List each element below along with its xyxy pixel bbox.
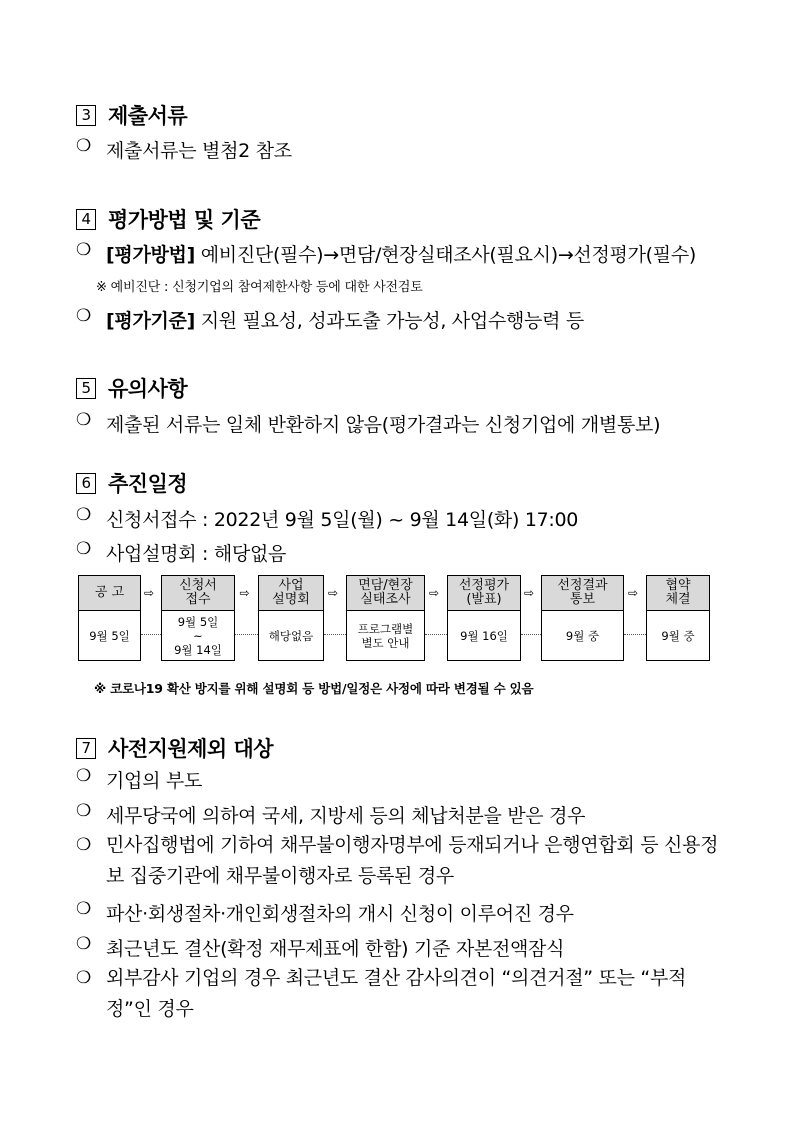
bullet-circle-icon: ❍: [76, 410, 91, 430]
arrow-right-icon: ⇨: [239, 586, 250, 600]
timeline-step-title: 사업 설명회: [259, 576, 323, 611]
timeline-connector: [425, 634, 447, 635]
timeline-step-title: 공 고: [79, 576, 140, 611]
arrow-right-icon: ⇨: [328, 586, 339, 600]
item-text: 신청서접수 : 2022년 9월 5일(월) ~ 9월 14일(화) 17:00: [106, 509, 579, 531]
criteria-label: [평가기준]: [106, 310, 195, 332]
section-number: 7: [76, 738, 96, 759]
section-title: 사전지원제외 대상: [108, 737, 274, 761]
timeline-step: [258, 575, 324, 661]
bullet-circle-icon: ❍: [76, 505, 91, 525]
timeline-step-date: 9월 중: [565, 629, 600, 643]
arrow-right-icon: ⇨: [429, 586, 440, 600]
criteria-text: 지원 필요성, 성과도출 가능성, 사업수행능력 등: [194, 310, 584, 332]
timeline-step-date: 해당없음: [268, 629, 314, 643]
timeline-step-date: 9월 중: [661, 629, 695, 643]
list-item: [76, 410, 660, 437]
list-item: [76, 240, 696, 267]
timeline-step-title: 선정결과 통보: [542, 576, 623, 611]
item-text: 민사집행법에 기하여 채무불이행자명부에 등재되거나 은행연합회 등 신용정보 집중기관에 채무불이행자로 등록된 경우: [106, 834, 719, 887]
bullet-circle-icon: ❍: [76, 306, 91, 326]
item-text: 세무당국에 의하여 국세, 지방세 등의 체납처분을 받은 경우: [106, 805, 586, 827]
timeline-step: [161, 575, 235, 661]
item-text: 사업설명회 : 해당없음: [106, 543, 287, 565]
item-text: 파산·회생절차·개인회생절차의 개시 신청이 이루어진 경우: [106, 903, 574, 925]
list-item: [76, 801, 585, 828]
timeline-connector: [235, 634, 258, 635]
item-text: 외부감사 기업의 경우 최근년도 결산 감사의견이 “의견거절” 또는 “부적정”인 경우: [106, 967, 687, 1020]
bullet-circle-icon: ❍: [76, 934, 91, 954]
list-item: [76, 934, 564, 961]
method-text: 예비진단(필수)→면담/현장실태조사(필요시)→선정평가(필수): [194, 244, 696, 266]
timeline-step: [346, 575, 425, 661]
section-5-heading: [76, 373, 187, 403]
item-text: 제출된 서류는 일체 반환하지 않음(평가결과는 신청기업에 개별통보): [106, 414, 661, 436]
timeline-connector: [521, 634, 541, 635]
bullet-circle-icon: ❍: [76, 801, 91, 821]
timeline-step-title: 면담/현장 실태조사: [347, 576, 424, 611]
section-number: 5: [76, 378, 96, 399]
bullet-circle-icon: ❍: [76, 136, 91, 156]
bullet-circle-icon: ❍: [76, 899, 91, 919]
timeline-step-date: 프로그램별 별도 안내: [357, 622, 414, 650]
timeline-connector: [624, 634, 646, 635]
bullet-circle-icon: ❍: [76, 539, 91, 559]
timeline-step: [447, 575, 521, 661]
section-4-heading: [76, 204, 260, 234]
section-number: 6: [76, 473, 96, 494]
method-note: ※ 예비진단 : 신청기업의 참여제한사항 등에 대한 사전검토: [96, 280, 423, 295]
schedule-timeline: [78, 575, 710, 661]
bullet-circle-icon: ❍: [76, 835, 91, 855]
list-item: [76, 306, 584, 333]
timeline-step: [646, 575, 710, 661]
arrow-right-icon: ⇨: [628, 586, 639, 600]
bullet-circle-icon: ❍: [76, 766, 91, 786]
timeline-note: ※ 코로나19 확산 방지를 위해 설명회 등 방법/일정은 사정에 따라 변경될 수 있음: [94, 681, 534, 696]
timeline-step-title: 선정평가 (발표): [448, 576, 520, 611]
timeline-step-date: 9월 5일 ~ 9월 14일: [174, 615, 222, 657]
section-7-heading: [76, 733, 273, 763]
item-text: 기업의 부도: [106, 770, 203, 792]
list-item: [76, 899, 574, 926]
section-number: 4: [76, 209, 96, 230]
item-text: 최근년도 결산(확정 재무제표에 한함) 기준 자본전액잠식: [106, 938, 565, 960]
list-item: [76, 505, 578, 532]
timeline-step-date: 9월 16일: [460, 629, 508, 643]
section-title: 평가방법 및 기준: [108, 208, 261, 232]
list-item: [76, 539, 286, 566]
method-label: [평가방법]: [106, 244, 195, 266]
arrow-right-icon: ⇨: [524, 586, 535, 600]
section-title: 추진일정: [108, 472, 188, 496]
timeline-step: [541, 575, 624, 661]
section-number: 3: [76, 105, 96, 126]
bullet-circle-icon: ❍: [76, 240, 91, 260]
section-3-heading: [76, 100, 187, 130]
timeline-connector: [141, 634, 161, 635]
item-text: 제출서류는 별첨2 참조: [106, 140, 292, 162]
section-title: 유의사항: [108, 377, 188, 401]
list-item: [76, 766, 202, 793]
list-item: [76, 830, 726, 892]
timeline-step: [78, 575, 141, 661]
arrow-right-icon: ⇨: [144, 586, 155, 600]
timeline-step-title: 협약 체결: [647, 576, 709, 611]
timeline-step-title: 신청서 접수: [162, 576, 234, 611]
list-item: [76, 963, 726, 1025]
section-title: 제출서류: [108, 104, 188, 128]
timeline-connector: [324, 634, 346, 635]
timeline-step-date: 9월 5일: [89, 629, 130, 643]
bullet-circle-icon: ❍: [76, 968, 91, 988]
section-6-heading: [76, 468, 187, 498]
list-item: [76, 136, 292, 163]
